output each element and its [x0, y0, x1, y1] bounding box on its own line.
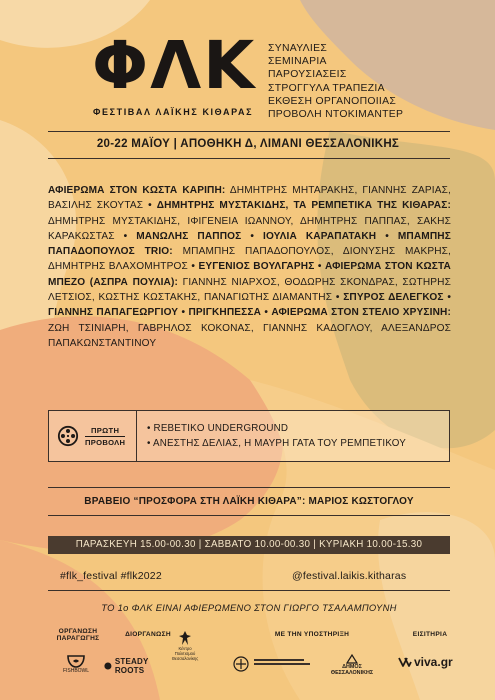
event-type-item: ΠΑΡΟΥΣΙΑΣΕΙΣ — [268, 69, 347, 81]
label-organization: ΔΙΟΡΓΑΝΩΣΗ — [125, 631, 171, 638]
lineup-detail: ΔΗΜΗΤΡΗΣ ΜΥΣΤΑΚΙΔΗΣ, ΙΦΙΓΕΝΕΙΑ ΙΩΑΝΝΟΥ, ΔΗΜΗΤΡΗΣ ΠΑΠΠΑΣ, ΣΑΚΗΣ ΚΑΡΑΚΩΣΤΑΣ — [48, 215, 451, 242]
ministry-logo-text — [254, 659, 310, 669]
lineup-paragraph: ΑΦΙΕΡΩΜΑ ΣΤΟΝ ΚΩΣΤΑ ΚΑΡΙΠΗ: ΔΗΜΗΤΡΗΣ ΜΗΤΑΡΑΚΗΣ, ΓΙΑΝΝΗΣ ΖΑΡΙΑΣ, ΒΑΣΙΛΗΣ ΣΚΟΥΤΑΣ • ΔΗΜΗΤΡΗΣ ΜΥΣΤΑΚΙΔΗΣ, ΤΑ ΡΕΜΠΕΤΙΚΑ ΤΗΣ ΚΙΘΑΡΑΣ: ΔΗΜΗΤΡΗΣ ΜΥΣΤΑΚΙΔΗΣ, ΙΦΙΓΕΝΕΙΑ ΙΩΑΝΝΟΥ, ΔΗΜΗΤΡΗΣ ΠΑΠΠΑΣ, ΣΑΚΗΣ ΚΑΡΑΚΩΣΤΑΣ • ΜΑΝΩΛΗΣ ΠΑΠΠΟΣ • ΙΟΥΛΙΑ ΚΑΡΑΠΑΤΑΚΗ • ΜΠΑΜΠΗΣ ΠΑΠΑΔΟΠΟΥΛΟΣ TRIO: ΜΠΑΜΠΗΣ ΠΑΠΑΔΟΠΟΥΛΟΣ, ΔΙΟΝΥΣΗΣ ΜΑΚΡΗΣ, ΔΗΜΗΤΡΗΣ ΒΛΑΧΟΜΗΤΡΟΣ • ΕΥΓΕΝΙΟΣ ΒΟΥΛΓΑΡΗΣ • ΑΦΙΕΡΩΜΑ ΣΤΟΝ ΚΩΣΤΑ ΜΠΕΖΟ (ΑΣΠΡΑ ΠΟΥΛΙΑ): ΓΙΑΝΝΗΣ ΝΙΑΡΧΟΣ, ΘΟΔΩΡΗΣ ΣΚΟΝΔΡΑΣ, ΣΩΤΗΡΗΣ ΛΕΤΣΙΟΣ, ΚΩΣΤΗΣ ΚΩΣΤΑΚΗΣ, ΠΑΝΑΓΙΩΤΗΣ ΔΙΑΜΑΝΤΗΣ • ΣΠΥΡΟΣ ΔΕΛΕΓΚΟΣ • ΓΙΑΝΝΗΣ ΠΑΠΑΓΕΩΡΓΙΟΥ • ΠΡΙΓΚΗΠΕΣΣΑ • ΑΦΙΕΡΩΜΑ ΣΤΟΝ ΣΤΕΛΙΟ ΧΡΥΣΙΝΗ: ΖΩΗ ΤΣΙΝΙΑΡΗ, ΓΑΒΡΗΛΟΣ ΚΟΚΟΝΑΣ, ΓΙΑΝΝΗΣ ΚΑΔΟΓΛΟΥ, ΑΛΕΞΑΝΔΡΟΣ ΠΑΠΑΚΩΝΣΤΑΝΤΙΝΟΥ — [48, 185, 451, 349]
lineup-title: ΔΗΜΗΤΡΗΣ ΜΥΣΤΑΚΙΔΗΣ, ΤΑ ΡΕΜΠΕΤΙΚΑ ΤΗΣ ΚΙΘΑΡΑΣ: — [156, 200, 451, 212]
divider-award-bottom — [48, 515, 450, 516]
steady-roots-text: STEADY ROOTS — [114, 657, 149, 675]
dancer-icon — [176, 630, 194, 646]
schedule-bar: ΠΑΡΑΣΚΕΥΗ 15.00-00.30 | ΣΑΒΒΑΤΟ 10.00-00.30 | ΚΥΡΙΑΚΗ 10.00-15.30 — [48, 536, 450, 554]
lineup-title: ΠΡΙΓΚΗΠΕΣΣΑ — [188, 307, 262, 319]
lineup-title: ΑΦΙΕΡΩΜΑ ΣΤΟΝ ΚΩΣΤΑ ΚΑΡΙΠΗ: — [48, 185, 226, 196]
label-support: ΜΕ ΤΗΝ ΥΠΟΣΤΗΡΙΞΗ — [274, 631, 350, 638]
event-type-item: ΠΡΟΒΟΛΗ ΝΤΟΚΙΜΑΝΤΕΡ — [268, 109, 404, 121]
premiere-label-bottom: ΠΡΟΒΟΛΗ — [85, 437, 126, 447]
lineup-detail: ΔΗΜΗΤΡΗΣ ΜΗΤΑΡΑΚΗΣ, ΓΙΑΝΝΗΣ ΖΑΡΙΑΣ, ΒΑΣΙΛΗΣ ΣΚΟΥΤΑΣ — [48, 185, 451, 212]
social-handle: @festival.laikis.kitharas — [292, 570, 407, 582]
premiere-label — [85, 426, 125, 447]
viva-icon — [398, 656, 412, 668]
event-type-item: ΣΥΝΑΥΛΙΕΣ — [268, 43, 328, 54]
ministry-text-line — [254, 663, 310, 665]
lineup-title: ΙΟΥΛΙΑ ΚΑΡΑΠΑΤΑΚΗ — [262, 230, 377, 242]
hashtags: #flk_festival #flk2022 — [60, 570, 162, 582]
culture-center-logo — [168, 630, 202, 661]
steady-roots-logo — [104, 657, 166, 675]
fishbowl-text: FISHBOWL — [62, 668, 90, 674]
divider-bottom — [48, 158, 450, 159]
dedication-line: ΤΟ 1ο ΦΛΚ ΕΙΝΑΙ ΑΦΙΕΡΩΜΕΝΟ ΣΤΟΝ ΓΙΩΡΓΟ ΤΣΑΛΑΜΠΟΥΝΗ — [101, 602, 397, 613]
ministry-text-line — [254, 659, 304, 661]
coat-of-arms-icon — [233, 656, 249, 672]
event-type-item: ΕΚΘΕΣΗ ΟΡΓΑΝΟΠΟΙΙΑΣ — [268, 95, 397, 107]
lineup-title: ΜΑΝΩΛΗΣ ΠΑΠΠΟΣ — [136, 230, 242, 242]
fishbowl-icon — [66, 650, 86, 668]
viva-logo[interactable] — [398, 655, 458, 669]
award-line: ΒΡΑΒΕΙΟ “ΠΡΟΣΦΟΡΑ ΣΤΗ ΛΑΪΚΗ ΚΙΘΑΡΑ”: ΜΑΡΙΟΣ ΚΩΣΤΟΓΛΟΥ — [84, 496, 414, 507]
divider-award-top — [48, 487, 450, 488]
municipality-text: ΔΗΜΟΣ ΘΕΣΣΑΛΟΝΙΚΗΣ — [330, 664, 374, 676]
premiere-box — [48, 410, 450, 462]
event-types-list — [268, 42, 468, 121]
lineup-detail: ΖΩΗ ΤΣΙΝΙΑΡΗ, ΓΑΒΡΗΛΟΣ ΚΟΚΟΝΑΣ, ΓΙΑΝΝΗΣ ΚΑΔΟΓΛΟΥ, ΑΛΕΞΑΝΔΡΟΣ ΠΑΠΑΚΩΝΣΤΑΝΤΙΝΟΥ — [48, 322, 451, 349]
lineup-title: ΑΦΙΕΡΩΜΑ ΣΤΟΝ ΣΤΕΛΙΟ ΧΡΥΣΙΝΗ: — [271, 307, 451, 319]
municipality-icon — [346, 654, 358, 664]
film-reel-icon — [57, 425, 79, 447]
premiere-film-item: • ΑΝΕΣΤΗΣ ΔΕΛΙΑΣ, Η ΜΑΥΡΗ ΓΑΤΑ ΤΟΥ ΡΕΜΠΕΤΙΚΟΥ — [147, 438, 407, 449]
greek-emblem-logo — [233, 656, 249, 672]
event-type-item: ΣΤΡΟΓΓΥΛΑ ΤΡΑΠΕΖΙΑ — [268, 82, 385, 94]
divider-social — [48, 590, 450, 591]
label-tickets: ΕΙΣΙΤΗΡΙΑ — [412, 631, 448, 638]
lineup-title: ΣΠΥΡΟΣ ΔΕΛΕΓΚΟΣ — [343, 292, 444, 304]
lineup-detail: ΜΠΑΜΠΗΣ ΠΑΠΑΔΟΠΟΥΛΟΣ, ΔΙΟΝΥΣΗΣ ΜΑΚΡΗΣ, ΔΗΜΗΤΡΗΣ ΒΛΑΧΟΜΗΤΡΟΣ — [48, 246, 451, 273]
event-type-item: ΣΕΜΙΝΑΡΙΑ — [268, 56, 327, 68]
steady-roots-icon — [104, 661, 112, 671]
lineup-title: ΜΠΑΜΠΗΣ ΠΑΠΑΔΟΠΟΥΛΟΣ TRIO: — [48, 230, 451, 258]
fishbowl-logo — [56, 650, 96, 674]
premiere-film-item: • REBETIKO UNDERGROUND — [147, 423, 289, 434]
label-production: ΟΡΓΑΝΩΣΗ ΠΑΡΑΓΩΓΗΣ — [56, 628, 100, 642]
premiere-label-top: ΠΡΩΤΗ — [85, 426, 125, 437]
culture-center-text: Κέντρο Πολιτισμού Θεσσαλονίκης — [171, 646, 199, 661]
festival-dates-venue: 20-22 ΜΑΪΟΥ | ΑΠΟΘΗΚΗ Δ, ΛΙΜΑΝΙ ΘΕΣΣΑΛΟΝΙΚΗΣ — [96, 138, 400, 150]
festival-logo: ΦΛΚ — [92, 27, 257, 104]
premiere-label-block — [49, 411, 137, 461]
lineup-detail: ΓΙΑΝΝΗΣ ΝΙΑΡΧΟΣ, ΘΟΔΩΡΗΣ ΣΚΟΝΔΡΑΣ, ΣΩΤΗΡΗΣ ΛΕΤΣΙΟΣ, ΚΩΣΤΗΣ ΚΩΣΤΑΚΗΣ, ΠΑΝΑΓΙΩΤΗΣ ΔΙΑΜΑΝΤΗΣ — [48, 276, 451, 304]
divider-top — [48, 131, 450, 132]
lineup-title: ΕΥΓΕΝΙΟΣ ΒΟΥΛΓΑΡΗΣ — [198, 261, 315, 273]
festival-logo-subtitle: ΦΕΣΤΙΒΑΛ ΛΑΪΚΗΣ ΚΙΘΑΡΑΣ — [93, 107, 254, 117]
premiere-films — [137, 421, 406, 451]
lineup-title: ΑΦΙΕΡΩΜΑ ΣΤΟΝ ΚΩΣΤΑ ΜΠΕΖΟ (ΑΣΠΡΑ ΠΟΥΛΙΑ): — [48, 261, 451, 288]
municipality-logo — [324, 654, 380, 676]
lineup-title: ΓΙΑΝΝΗΣ ΠΑΠΑΓΕΩΡΓΙΟΥ — [48, 307, 179, 319]
viva-text: viva.gr — [414, 655, 453, 669]
